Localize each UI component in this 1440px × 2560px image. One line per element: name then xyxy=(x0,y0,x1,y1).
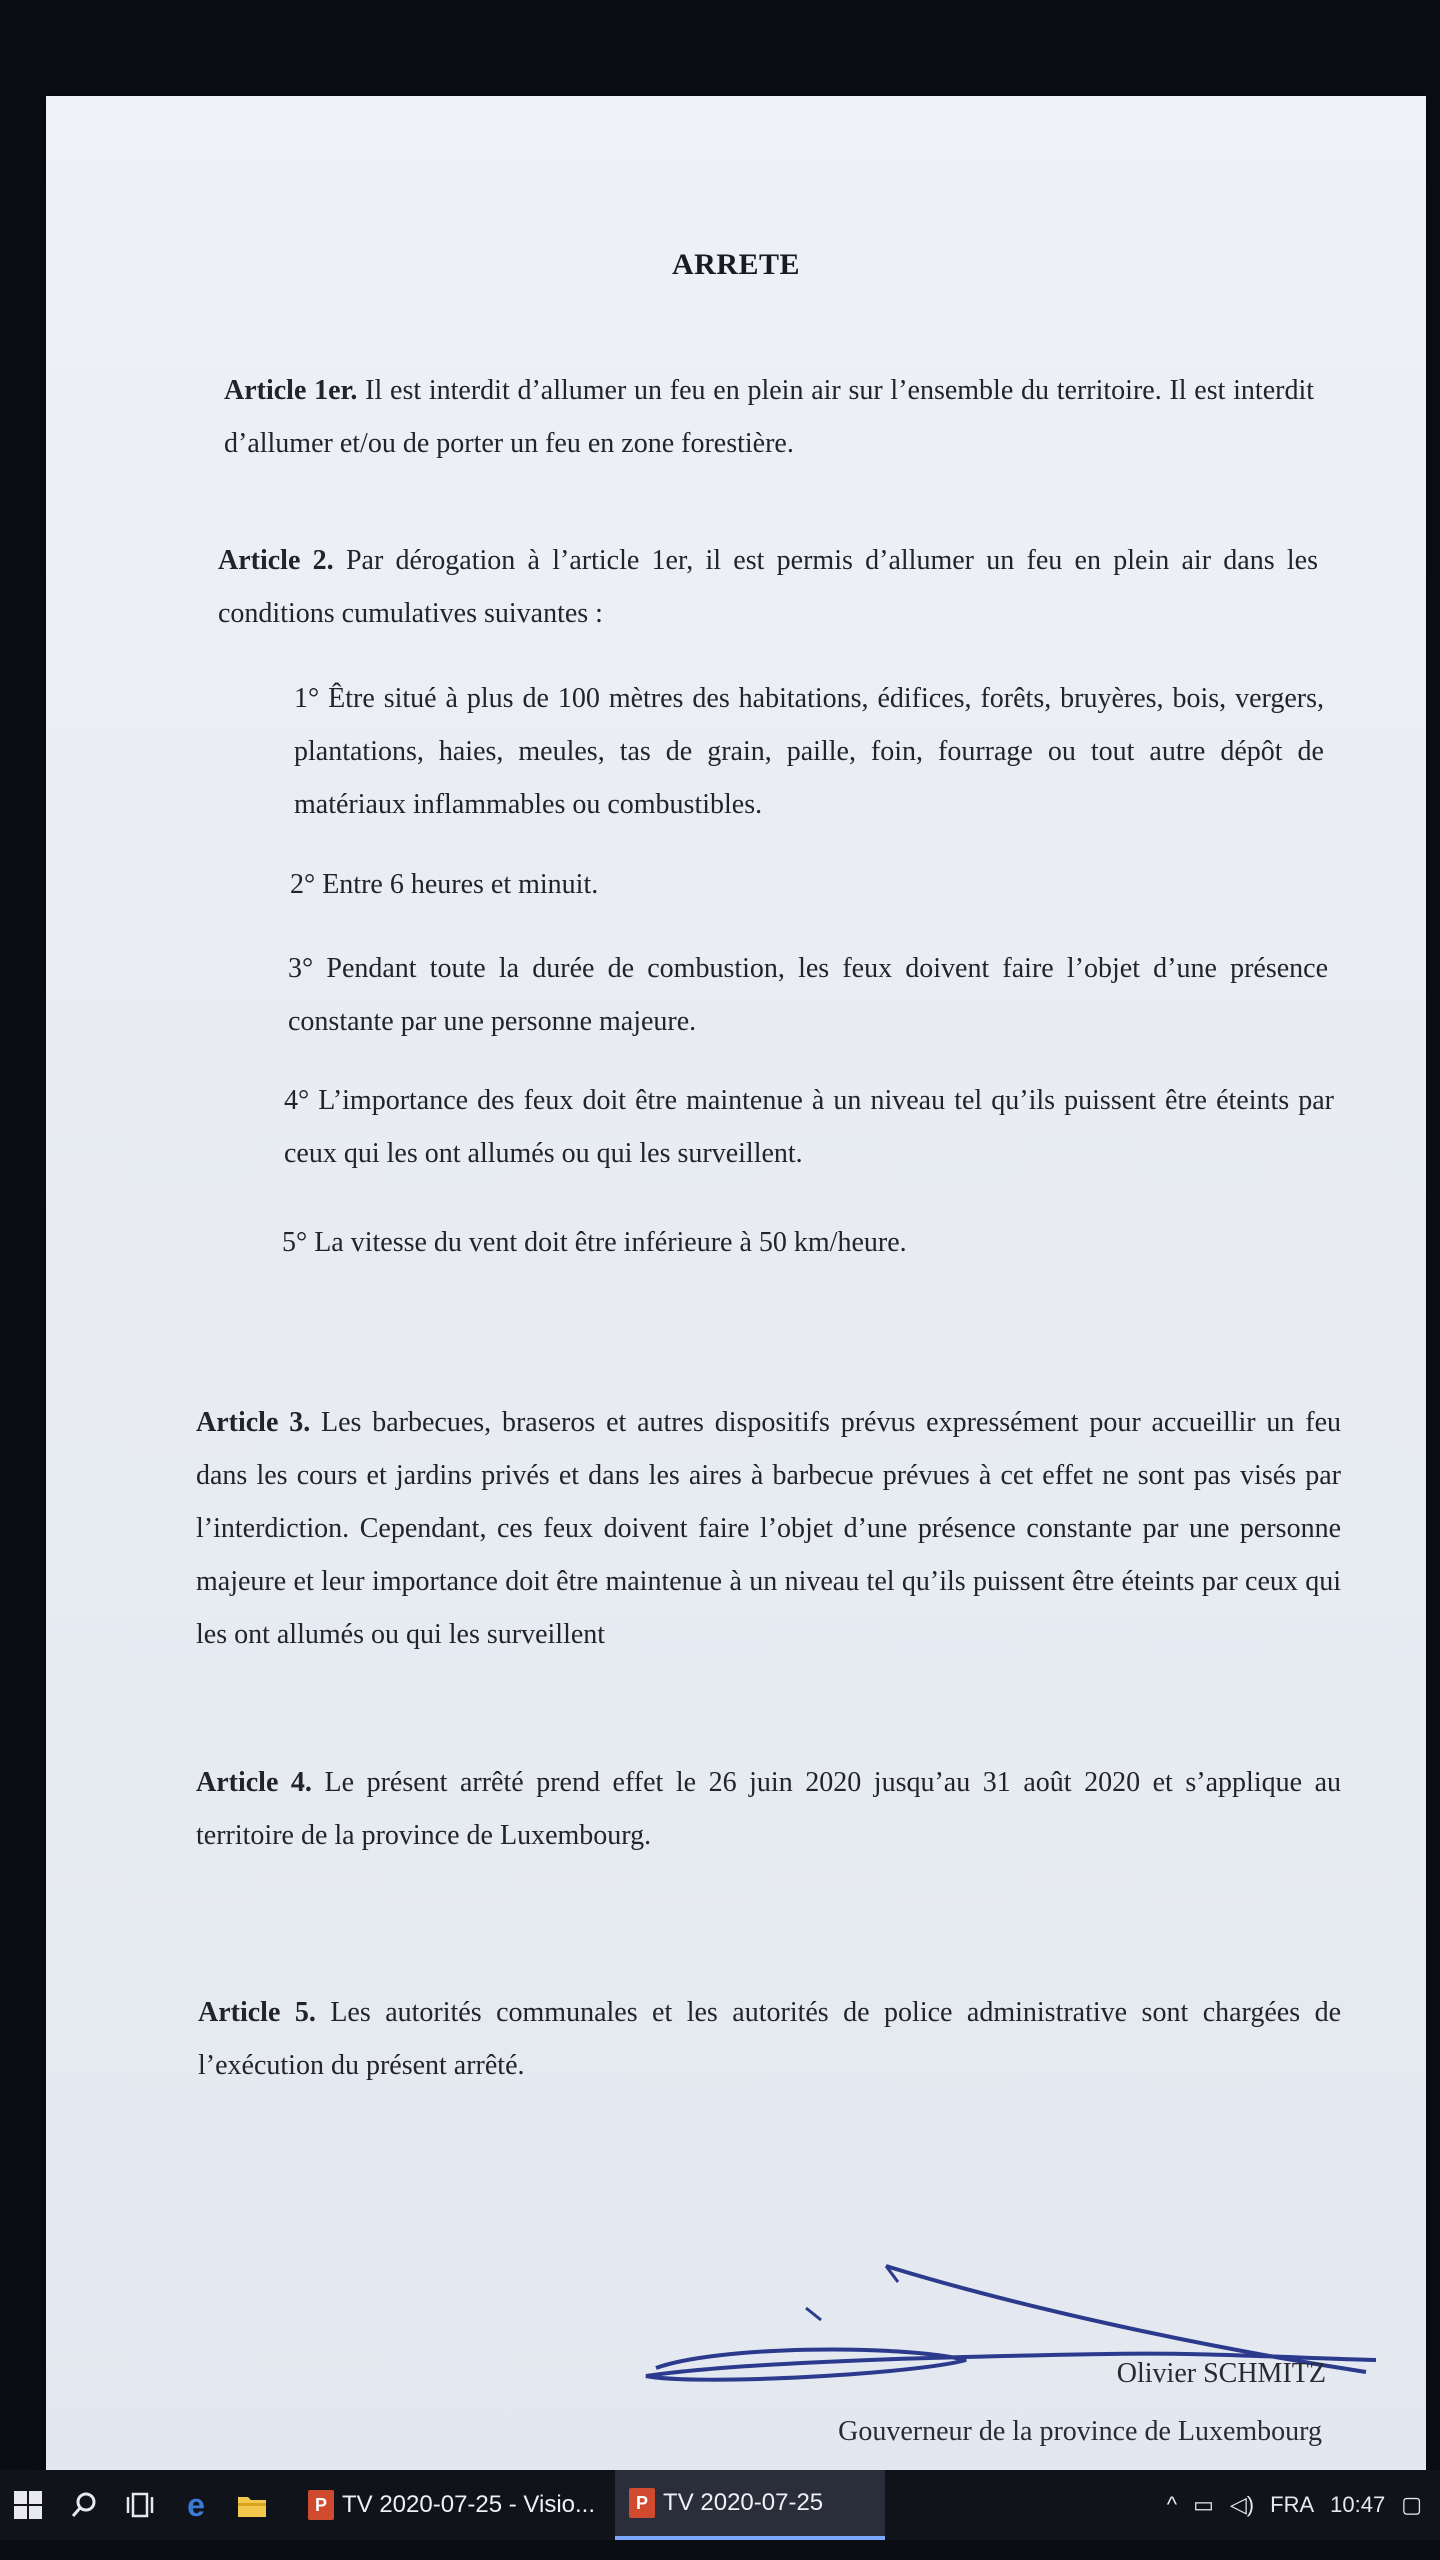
system-tray xyxy=(1167,2470,1440,2540)
article-text: Par dérogation à l’article 1er, il est permis d’allumer un feu en plein air dans les conditions cumulatives suivantes : xyxy=(218,545,1319,629)
search-icon[interactable] xyxy=(56,2470,112,2540)
file-explorer-icon[interactable] xyxy=(224,2470,280,2540)
article-5 xyxy=(198,1986,1341,2092)
powerpoint-icon: P xyxy=(629,2488,655,2518)
notification-icon[interactable]: ▢ xyxy=(1401,2492,1422,2517)
condition-4: 4° L’importance des feux doit être maintenue à un niveau tel qu’ils puissent être éteints par ceux qui les ont allumés ou qui les surveillent. xyxy=(284,1085,1334,1169)
taskbar-app-presentation[interactable] xyxy=(615,2470,885,2540)
article-2 xyxy=(218,534,1318,640)
condition-5: 5° La vitesse du vent doit être inférieure à 50 km/heure. xyxy=(282,1227,907,1258)
powerpoint-icon: P xyxy=(308,2490,334,2520)
condition-3: 3° Pendant toute la durée de combustion, les feux doivent faire l’objet d’une présence constante par une personne majeure. xyxy=(288,953,1328,1037)
taskbar-app-visio[interactable] xyxy=(294,2470,609,2540)
document-title: ARRETE xyxy=(671,248,801,281)
volume-icon[interactable]: ◁) xyxy=(1229,2492,1255,2517)
clock[interactable]: 10:47 xyxy=(1330,2492,1386,2517)
edge-browser-icon[interactable]: e xyxy=(187,2486,205,2523)
article-label: Article 3. xyxy=(196,1407,311,1438)
article-label: Article 1er. xyxy=(224,375,358,406)
article-text: Les barbecues, braseros et autres dispositifs prévus expressément pour accueillir un feu dans les cours et jardins privés et dans les aires à barbecue prévues à cet effet ne sont pas visés par l’interdiction. Cependant, ces feux doivent faire l’objet d’une présence constante par une personne majeure et leur importance doit être maintenue à un niveau tel qu’ils puissent être éteints par ceux qui les ont allumés ou qui les surveillent xyxy=(196,1407,1341,1650)
language-indicator[interactable]: FRA xyxy=(1270,2492,1315,2517)
signatory-name: Olivier SCHMITZ xyxy=(1116,2358,1326,2389)
article-4 xyxy=(196,1756,1341,1862)
condition-2: 2° Entre 6 heures et minuit. xyxy=(290,869,599,900)
article-text: Il est interdit d’allumer un feu en plein air sur l’ensemble du territoire. Il est interdit d’allumer et/ou de porter un feu en zone forestière. xyxy=(224,375,1315,459)
article-text: Les autorités communales et les autorités de police administrative sont chargées de l’exécution du présent arrêté. xyxy=(198,1997,1342,2081)
signatory-title: Gouverneur de la province de Luxembourg xyxy=(838,2416,1322,2447)
task-view-icon[interactable] xyxy=(112,2470,168,2540)
condition-1: 1° Être situé à plus de 100 mètres des habitations, édifices, forêts, bruyères, bois, vergers, plantations, haies, meules, tas de grain, paille, foin, fourrage ou tout autre dépôt de matériaux inflammables ou combustibles. xyxy=(294,683,1324,820)
windows-start-icon[interactable] xyxy=(0,2470,56,2540)
article-label: Article 5. xyxy=(198,1997,316,2028)
article-3 xyxy=(196,1396,1341,1661)
document-page xyxy=(46,96,1426,2480)
article-label: Article 2. xyxy=(218,545,334,576)
taskbar-app-label: TV 2020-07-25 xyxy=(663,2489,824,2516)
battery-icon[interactable]: ▭ xyxy=(1193,2492,1214,2517)
article-text: Le présent arrêté prend effet le 26 juin 2020 jusqu’au 31 août 2020 et s’applique au territoire de la province de Luxembourg. xyxy=(196,1767,1341,1851)
taskbar-app-label: TV 2020-07-25 - Visio... xyxy=(342,2491,596,2518)
chevron-up-icon[interactable]: ^ xyxy=(1166,2492,1178,2517)
taskbar xyxy=(0,2470,1440,2540)
article-label: Article 4. xyxy=(196,1767,312,1798)
article-1 xyxy=(224,364,1314,470)
